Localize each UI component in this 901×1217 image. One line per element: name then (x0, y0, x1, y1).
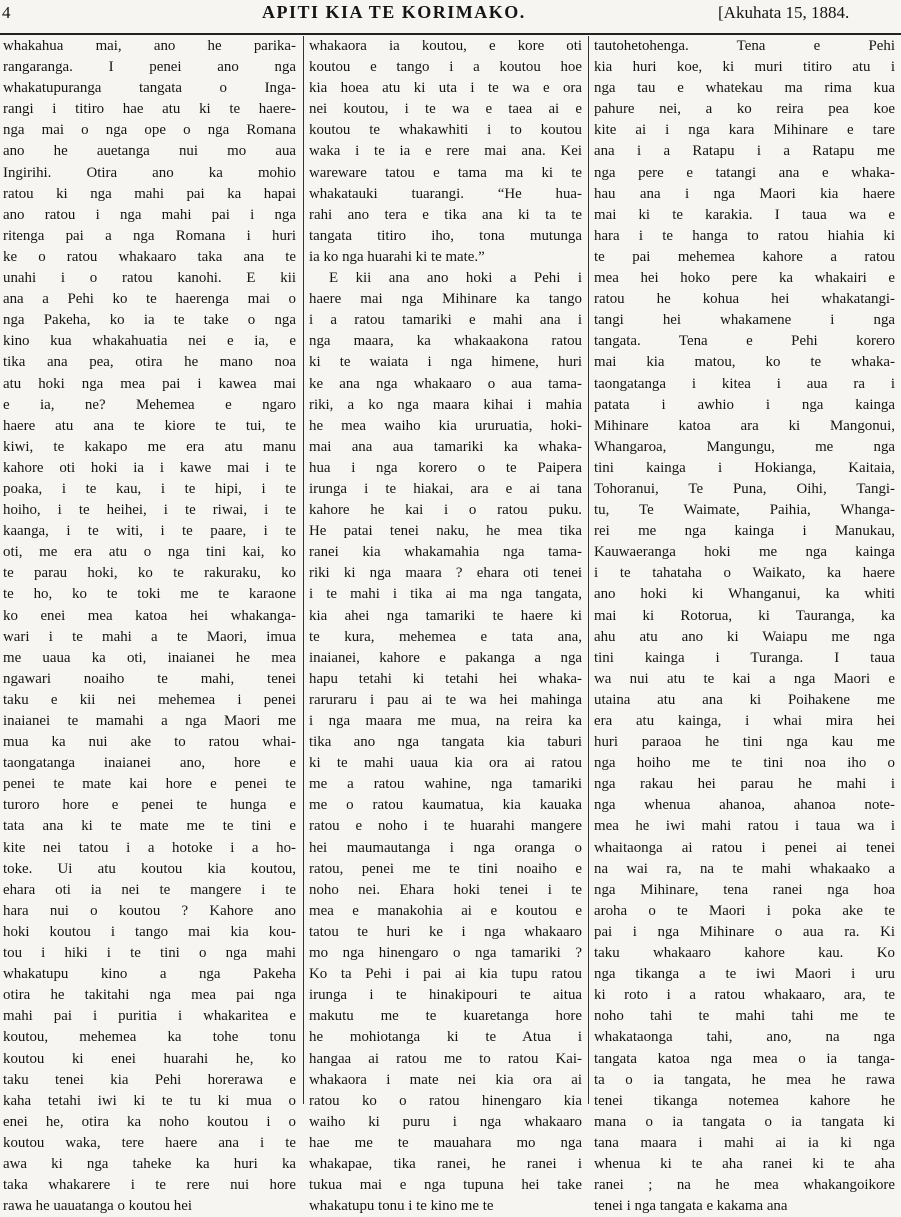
text-line: E kii ana ano hoki a Pehi i (329, 270, 582, 287)
text-line: kahore he kai i o ratou puku. (309, 502, 582, 519)
text-line: hara i te hanga to ratou hiahia ki (594, 227, 895, 244)
text-line: pai i nga Mihinare o aua ra. Ki (594, 923, 895, 940)
text-line: toke. Ui atu koutou kia koutou, (3, 860, 296, 877)
column-divider (588, 36, 589, 1104)
text-line: whenua ki te aha ranei ki te aha (594, 1155, 895, 1172)
text-line: wa nui atu te kai a nga Maori e (594, 670, 895, 687)
text-line: kia ahei nga tamariki te haere ki (309, 607, 582, 624)
text-line: waka i te ia e rere mai ana. Kei (309, 143, 582, 160)
text-line: wari i te mahi a te Maori, imua (3, 628, 296, 645)
text-line: atu hoki nga mea pai i kawea mai (3, 375, 296, 392)
text-line: tenei tikanga notemea kahore he (594, 1092, 895, 1109)
text-line: koutou ki enei huarahi he, ko (3, 1050, 296, 1067)
text-line: nga pere e tatangi ana e whaka- (594, 164, 895, 181)
text-line: ia ko nga huarahi ki te mate.” (309, 248, 485, 265)
text-line: irunga i te hinakipouri te aitua (309, 987, 582, 1004)
text-line: whaitaonga ai ratou i penei ai tenei (594, 839, 895, 856)
text-line: hae me te mauahara mo nga (309, 1134, 582, 1151)
text-line: awa ki nga taheke ka huri ka (3, 1155, 296, 1172)
text-line: kiwi, te kakapo me era atu manu (3, 438, 296, 455)
text-line: te parau hoki, ko te rakuraku, ko (3, 565, 296, 582)
header-rule (0, 33, 901, 35)
text-line: whakapae, tika ranei, he ranei i (309, 1155, 582, 1172)
text-line: mea hei hoko pere ka whakairi e (594, 270, 895, 287)
text-line: tangata katoa nga mea o ia tanga- (594, 1050, 895, 1067)
text-line: hua i nga korero o te Paipera (309, 459, 582, 476)
text-line: ano hoki ki Whanganui, ka whiti (594, 586, 895, 603)
text-line: ano ratou i nga mahi pai i nga (3, 206, 296, 223)
text-line: ratou he kohua hei whakatangi- (594, 291, 895, 308)
text-line: riki ki nga maara ? ehara oti tenei (309, 565, 582, 582)
text-line: nga maara, ka whakaakona ratou (309, 333, 582, 350)
text-line: haere atu ana te kiore te tui, te (3, 417, 296, 434)
text-line: whakataonga tahi, ano, na nga (594, 1029, 895, 1046)
column-divider (303, 36, 304, 1104)
text-line: turoro hore e penei te hunga e (3, 797, 296, 814)
text-line: e ia, ne? Mehemea e ngaro (3, 396, 296, 413)
text-line: oti, me era atu o nga tini kai, ko (3, 544, 296, 561)
text-line: ahu atu ano ki Waiapu me nga (594, 628, 895, 645)
text-line: rei me nga kainga i Manukau, (594, 523, 895, 540)
text-line: koutou waka, tere haere ana i te (3, 1134, 296, 1151)
text-line: inaianei te mamahi a nga Maori me (3, 713, 296, 729)
text-line: whakatupu kino a nga Pakeha (3, 966, 296, 983)
text-line: makutu me te kuaretanga hore (309, 1008, 582, 1025)
text-line: tou i hiki i te tini o nga mahi (3, 945, 296, 962)
text-line: ano he auetanga nui mo aua (3, 143, 296, 160)
text-line: ratou e noho i te huarahi mangere (309, 818, 582, 835)
text-line: tukua mai e nga tupuna hei take (309, 1177, 582, 1194)
text-line: ana a Pehi ko te haerenga mai o (3, 291, 296, 308)
text-line: nga Pakeha, ko ia te take o nga (3, 312, 296, 329)
text-line: taku tenei kia Pehi horerawa e (3, 1071, 296, 1088)
text-line: tu, Te Waimate, Paihia, Whanga- (594, 502, 895, 519)
text-line: he mohiotanga ki te Atua i (309, 1029, 582, 1046)
text-line: tangata. Tena e Pehi korero (594, 333, 895, 350)
text-column-3 (594, 36, 895, 1217)
text-line: taku e kii nei mehemea i penei (3, 691, 296, 708)
text-line: unahi i o ratou kanohi. E kii (3, 270, 296, 287)
text-line: mea e manakohia ai e koutou e (309, 902, 582, 919)
text-line: nei koutou, i te wa e taea ai e (309, 101, 582, 118)
text-line: me o ratou kaumatua, kia kauaka (309, 797, 582, 814)
text-line: He patai tenei naku, he mea tika (309, 523, 582, 540)
text-line: tenei i nga tangata e kakama ana (594, 1198, 788, 1215)
text-line: noho tahi te mahi tahi me te (594, 1008, 895, 1025)
text-line: noho nei. Ehara hoki tenei i te (309, 881, 582, 898)
text-line: hoki koutou i tango mai kia kou- (3, 923, 296, 940)
text-line: ko enei mea katoa hei whakanga- (3, 607, 296, 624)
text-line: mo nga hinengaro o nga tamariki ? (309, 945, 582, 962)
text-line: tika ana pea, otira he mano noa (3, 354, 296, 371)
text-line: kino kua whakahuatia nei e ia, e (3, 333, 296, 350)
text-line: poaka, i te kau, i te hipi, i te (3, 480, 296, 497)
text-line: hoiho, i te heihei, i te riwai, i te (3, 502, 296, 519)
text-line: taongatanga inaianei ano, hore e (3, 755, 296, 772)
text-line: ana i a Ratapu i a Ratapu me (594, 143, 895, 160)
text-line: ratou ko o ratou hinengaro kia (309, 1092, 582, 1109)
text-line: na wai ra, na te mahi whakaako a (594, 860, 895, 877)
text-line: waiho ki puru i nga whakaaro (309, 1113, 582, 1130)
text-line: mai ana aua tamariki ka whaka- (309, 438, 582, 455)
text-line: i te mahi i tika ai ma nga tangata, (309, 586, 582, 603)
text-line: mana o ia tangata o ia tangata ki (594, 1113, 895, 1130)
text-line: pahure nei, a ko reira pea koe (594, 101, 895, 118)
text-line: nga hoiho me te tini noa iho o (594, 755, 895, 772)
text-line: mea he iwi mahi ratou i taua wa i (594, 818, 895, 835)
text-line: ta o ia tangata, he mea he rawa (594, 1071, 895, 1088)
text-line: era atu kainga, i whai mira hei (594, 713, 895, 729)
text-line: patata i awhio i nga kainga (594, 396, 895, 413)
text-line: nga tau e whatekau ma rima kua (594, 80, 895, 97)
text-line: hara nui o koutou ? Kahore ano (3, 902, 296, 919)
text-line: rahi ano tera e tika ana ki ta te (309, 206, 582, 223)
text-line: ke ana nga whakaaro o aua tama- (309, 375, 582, 392)
text-line: whakaora ia koutou, e kore oti (309, 38, 582, 54)
text-column-2 (309, 36, 582, 1217)
text-line: me a ratou wahine, nga tamariki (309, 776, 582, 793)
text-line: whakahua mai, ano he parika- (3, 38, 296, 54)
text-line: rangi i titiro hae atu ki te haere- (3, 101, 296, 118)
text-line: hau ana i nga Maori kia haere (594, 185, 895, 202)
text-line: te kura, mehemea e tata ana, (309, 628, 582, 645)
text-line: Ko ta Pehi i pai ai kia tupu ratou (309, 966, 582, 983)
text-line: koutou te whakawhiti i to koutou (309, 122, 582, 139)
text-line: Ingirihi. Otira ano ka mohio (3, 164, 296, 181)
text-line: ki roto i a ratou whakaaro, ara, te (594, 987, 895, 1004)
text-line: koutou e tango i a koutou hoe (309, 59, 582, 76)
text-line: tangi hei whakamene i nga (594, 312, 895, 329)
text-line: whakatupu tonu i te kino me te (309, 1198, 494, 1215)
text-line: mua ka nui ake to ratou whai- (3, 734, 296, 751)
text-line: tini kainga i Turanga. I taua (594, 649, 895, 666)
text-line: haere mai nga Mihinare ka tango (309, 291, 582, 308)
text-line: i nga maara me mua, na reira ka (309, 713, 582, 729)
text-line: kahore oti hoki ia i kawe mai i te (3, 459, 296, 476)
text-line: ranei kia whakamahia nga tama- (309, 544, 582, 561)
issue-date: [Akuhata 15, 1884. (718, 3, 850, 22)
text-line: ratou ki nga mahi pai ka hapai (3, 185, 296, 202)
page-number: 4 (2, 3, 11, 22)
text-line: kia hoea atu ki uta i te wa e ora (309, 80, 582, 97)
text-line: hangaa ai ratou me to ratou Kai- (309, 1050, 582, 1067)
text-line: kite nei tatou i a hotoke i a ho- (3, 839, 296, 856)
text-line: ke o ratou whakaaro taka ana te (3, 248, 296, 265)
text-line: tika ano nga tangata kia taburi (309, 734, 582, 751)
text-line: irunga i te hiakai, ara e ai tana (309, 480, 582, 497)
text-line: i a ratou tamariki e mahi ana i (309, 312, 582, 329)
text-line: mai ki Rotorua, ki Tauranga, ka (594, 607, 895, 624)
text-line: i te tahataha o Waikato, ka haere (594, 565, 895, 582)
text-line: ki te mahi uaua kia ora ai ratou (309, 755, 582, 772)
text-line: mahi pai i puritia i whakaritea e (3, 1008, 296, 1025)
text-line: te ho, ko te toki me te karaone (3, 586, 296, 603)
text-line: huri paraoa he tini nga kau me (594, 734, 895, 751)
text-line: rawa he uauatanga o koutou hei (3, 1198, 192, 1215)
text-line: utaina atu ana ki Poihakene me (594, 691, 895, 708)
text-line: ritenga pai a nga Romana i huri (3, 227, 296, 244)
text-line: mai ki te karakia. I taua wa e (594, 206, 895, 223)
text-line: koutou, mehemea ka tohe tonu (3, 1029, 296, 1046)
text-line: ranei ; na he mea whakangoikore (594, 1177, 895, 1194)
text-line: tini kainga i Hokianga, Kaitaia, (594, 459, 895, 476)
text-line: tana maara i mahi ai ia ki nga (594, 1134, 895, 1151)
text-line: rangaranga. I penei ano nga (3, 59, 296, 76)
text-line: Tohoranui, Te Puna, Oihi, Tangi- (594, 480, 895, 497)
text-line: wareware tatou e tama ma ki te (309, 164, 582, 181)
text-column-1 (3, 36, 296, 1217)
text-line: tatou te huri ke i nga whakaaro (309, 923, 582, 940)
text-line: whakatauki tuarangi. “He hua- (309, 185, 582, 202)
text-line: taongatanga i kitea i aua ra i (594, 375, 895, 392)
text-line: inaianei, kahore e pakanga a nga (309, 649, 582, 666)
text-line: whakatupuranga tangata o Inga- (3, 80, 296, 97)
text-line: nga rakau hei parau he mahi i (594, 776, 895, 793)
publication-title: APITI KIA TE KORIMAKO. (262, 2, 526, 22)
text-line: hapu tetahi ki tetahi hei whaka- (309, 670, 582, 687)
text-line: Kauwaeranga hoki me nga kainga (594, 544, 895, 561)
text-line: riki, a ko nga maara kihai i mahia (309, 396, 582, 413)
text-line: tata ana ki te mate me te tini e (3, 818, 296, 835)
text-line: ngawari noaiho te mahi, tenei (3, 670, 296, 687)
text-line: ki te waiata i nga himene, huri (309, 354, 582, 371)
text-line: enei he, otira ka noho koutou i o (3, 1113, 296, 1130)
text-line: Whangaroa, Mangungu, me nga (594, 438, 895, 455)
text-line: kaha tetahi iwi ki te tu ki mua o (3, 1092, 296, 1109)
text-line: ratou, penei me te tini noaiho e (309, 860, 582, 877)
text-line: taku whakaaro kahore kau. Ko (594, 945, 895, 962)
text-line: taka whakarere i te rere nui hore (3, 1177, 296, 1194)
text-line: me uaua ka oti, inaianei he mea (3, 649, 296, 666)
text-line: nga mai o nga ope o nga Romana (3, 122, 296, 139)
text-line: ehara oti ia nei te mangere i te (3, 881, 296, 898)
text-line: he mea waiho kia ururuatia, hoki- (309, 417, 582, 434)
text-line: kia huri koe, ki muri titiro atu i (594, 59, 895, 76)
text-line: whakaora i mate nei kia ora ai (309, 1071, 582, 1088)
text-line: aroha o te Maori i poka ake te (594, 902, 895, 919)
text-line: nga tikanga a te iwi Maori i uru (594, 966, 895, 983)
text-line: nga whenua ahanoa, ahanoa note- (594, 797, 895, 814)
text-line: penei te mate kai hore e penei te (3, 776, 296, 793)
text-line: mai kia matou, ko te whaka- (594, 354, 895, 371)
text-line: kaanga, i te witi, i te paare, i te (3, 523, 296, 540)
masthead (0, 0, 901, 30)
text-line: kite ai i nga kara Mihinare e tare (594, 122, 895, 139)
text-line: te pai mehemea kahore a ratou (594, 248, 895, 265)
text-line: Mihinare katoa ara ki Mangonui, (594, 417, 895, 434)
text-line: nga Mihinare, tena ranei nga hoa (594, 881, 895, 898)
text-line: otira he takitahi nga mea pai nga (3, 987, 296, 1004)
text-line: tangata titiro iho, tona mutunga (309, 227, 582, 244)
text-line: hei maumautanga i nga oranga o (309, 839, 582, 856)
text-line: raruraru i pau ai te wa hei mahinga (309, 691, 582, 708)
text-line: tautohetohenga. Tena e Pehi (594, 38, 895, 54)
